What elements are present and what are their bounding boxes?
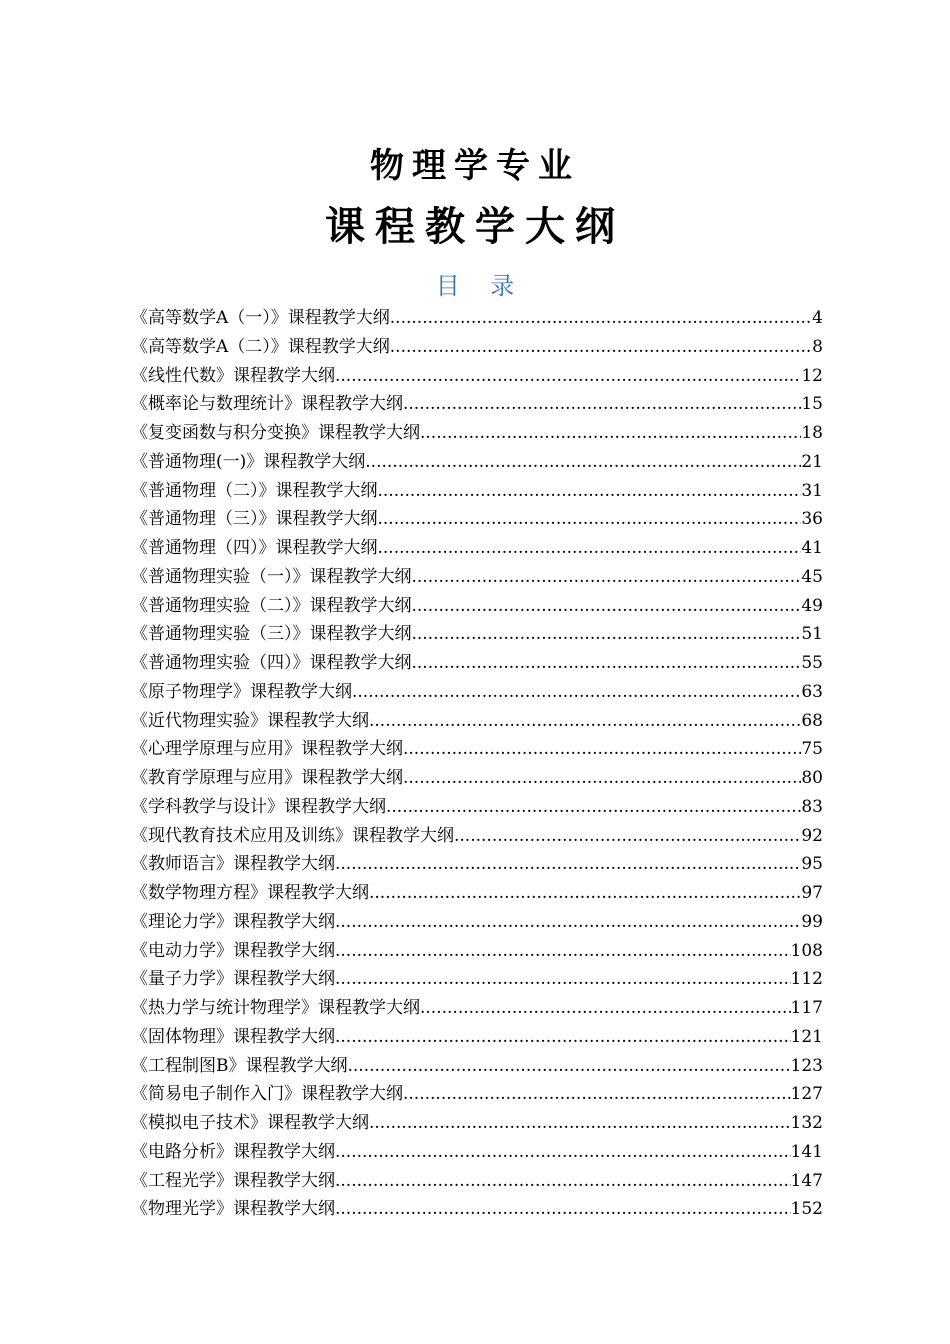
toc-dot-leader (454, 822, 801, 851)
toc-entry-page: 99 (801, 911, 823, 932)
toc-entry-title: 《普通物理(一)》课程教学大纲 (131, 451, 366, 472)
toc-dot-leader (386, 793, 801, 822)
toc-dot-leader (412, 563, 802, 592)
toc-entry-title: 《普通物理实验（四）》课程教学大纲 (131, 653, 412, 673)
toc-dot-leader (378, 534, 802, 563)
toc-entry-title: 《教师语言》课程教学大纲 (131, 854, 335, 875)
toc-entry[interactable] (131, 937, 823, 966)
toc-dot-leader (420, 419, 801, 448)
toc-entry[interactable] (131, 362, 823, 391)
toc-entry[interactable] (131, 908, 823, 937)
toc-dot-leader (335, 1195, 791, 1224)
toc-entry-title: 《电动力学》课程教学大纲 (131, 940, 335, 961)
toc-dot-leader (335, 908, 801, 937)
toc-entry-title: 《教育学原理与应用》课程教学大纲 (131, 768, 403, 788)
toc-entry[interactable] (131, 1080, 823, 1109)
toc-dot-leader (403, 1080, 791, 1109)
table-of-contents (131, 304, 823, 1224)
toc-dot-leader (335, 850, 801, 879)
toc-entry-page: 92 (801, 825, 823, 846)
toc-entry-page: 141 (790, 1141, 823, 1162)
toc-dot-leader (335, 1023, 791, 1052)
toc-entry-title: 《普通物理实验（二）》课程教学大纲 (131, 595, 412, 616)
toc-heading: 目 录 (435, 272, 515, 300)
toc-dot-leader (378, 477, 802, 506)
toc-entry[interactable] (131, 390, 823, 419)
toc-entry-title: 《原子物理学》课程教学大纲 (131, 681, 352, 702)
toc-entry-page: 95 (801, 854, 823, 875)
document-title-line2: 课程教学大纲 (325, 203, 625, 250)
toc-entry-title: 《工程光学》课程教学大纲 (131, 1170, 335, 1191)
toc-entry-title: 《物理光学》课程教学大纲 (131, 1199, 335, 1220)
toc-entry-title: 《热力学与统计物理学》课程教学大纲 (131, 998, 420, 1018)
toc-entry-title: 《现代教育技术应用及训练》课程教学大纲 (131, 825, 454, 846)
toc-entry[interactable] (131, 620, 823, 649)
toc-dot-leader (403, 390, 801, 419)
toc-entry[interactable] (131, 1052, 823, 1081)
toc-entry[interactable] (131, 735, 823, 764)
toc-entry-page: 75 (801, 739, 823, 760)
toc-entry[interactable] (131, 563, 823, 592)
toc-dot-leader (335, 1138, 791, 1167)
toc-dot-leader (412, 649, 802, 678)
toc-entry-page: 18 (801, 423, 823, 443)
toc-entry-page: 45 (801, 566, 823, 587)
toc-entry-title: 《电路分析》课程教学大纲 (131, 1141, 335, 1162)
toc-entry[interactable] (131, 822, 823, 851)
toc-entry[interactable] (131, 965, 823, 994)
toc-entry[interactable] (131, 419, 823, 448)
toc-entry-title: 《简易电子制作入门》课程教学大纲 (131, 1084, 403, 1105)
toc-entry-page: 41 (801, 538, 823, 558)
toc-entry[interactable] (131, 1138, 823, 1167)
toc-entry-page: 112 (790, 969, 823, 990)
toc-entry-page: 97 (801, 883, 823, 903)
toc-entry[interactable] (131, 879, 823, 908)
toc-entry[interactable] (131, 592, 823, 621)
toc-entry-page: 80 (801, 768, 823, 788)
toc-dot-leader (378, 505, 802, 534)
toc-dot-leader (352, 678, 801, 707)
toc-entry-page: 83 (801, 796, 823, 817)
toc-entry-page: 15 (801, 394, 823, 415)
toc-entry-page: 49 (801, 595, 823, 616)
toc-dot-leader (420, 994, 791, 1023)
toc-entry[interactable] (131, 1195, 823, 1224)
toc-entry[interactable] (131, 850, 823, 879)
toc-entry[interactable] (131, 1109, 823, 1138)
toc-entry-page: 127 (790, 1084, 823, 1105)
toc-entry-page: 55 (801, 653, 823, 673)
toc-entry-page: 51 (801, 624, 823, 645)
toc-entry[interactable] (131, 764, 823, 793)
toc-dot-leader (390, 304, 812, 333)
toc-entry[interactable] (131, 1023, 823, 1052)
toc-entry-page: 152 (790, 1199, 823, 1220)
toc-entry-title: 《固体物理》课程教学大纲 (131, 1026, 335, 1047)
toc-dot-leader (365, 448, 801, 477)
toc-entry-title: 《线性代数》课程教学大纲 (131, 365, 335, 386)
toc-entry[interactable] (131, 649, 823, 678)
toc-entry-page: 132 (790, 1113, 823, 1133)
toc-entry-page: 8 (812, 336, 823, 357)
toc-entry-title: 《复变函数与积分变换》课程教学大纲 (131, 423, 420, 443)
toc-dot-leader (412, 620, 802, 649)
toc-entry-title: 《数学物理方程》课程教学大纲 (131, 883, 369, 903)
toc-entry-title: 《工程制图B》课程教学大纲 (131, 1055, 348, 1076)
document-title-line1: 物理学专业 (370, 146, 580, 186)
toc-entry-page: 117 (790, 998, 823, 1018)
toc-entry-page: 21 (801, 451, 823, 472)
toc-entry[interactable] (131, 505, 823, 534)
toc-entry-page: 123 (790, 1055, 823, 1076)
toc-entry-page: 12 (801, 365, 823, 386)
toc-entry-title: 《概率论与数理统计》课程教学大纲 (131, 394, 403, 415)
toc-dot-leader (335, 362, 801, 391)
toc-entry-title: 《高等数学A（一）》课程教学大纲 (131, 308, 390, 328)
toc-dot-leader (369, 707, 801, 736)
toc-entry-title: 《普通物理实验（一）》课程教学大纲 (131, 566, 412, 587)
toc-entry-title: 《理论力学》课程教学大纲 (131, 911, 335, 932)
toc-entry-page: 121 (790, 1026, 823, 1047)
toc-dot-leader (403, 764, 801, 793)
toc-entry[interactable] (131, 304, 823, 333)
toc-entry-title: 《心理学原理与应用》课程教学大纲 (131, 739, 403, 760)
toc-dot-leader (348, 1052, 791, 1081)
toc-entry[interactable] (131, 994, 823, 1023)
toc-dot-leader (390, 333, 812, 362)
toc-entry-title: 《普通物理实验（三）》课程教学大纲 (131, 624, 412, 645)
toc-entry-title: 《普通物理（二）》课程教学大纲 (131, 480, 378, 501)
toc-dot-leader (335, 937, 791, 966)
toc-dot-leader (335, 965, 791, 994)
toc-entry-page: 63 (801, 681, 823, 702)
toc-entry-page: 147 (790, 1170, 823, 1191)
toc-entry[interactable] (131, 1167, 823, 1196)
toc-entry-page: 68 (801, 710, 823, 731)
toc-entry[interactable] (131, 793, 823, 822)
toc-entry[interactable] (131, 534, 823, 563)
toc-entry-title: 《学科教学与设计》课程教学大纲 (131, 796, 386, 817)
toc-entry[interactable] (131, 448, 823, 477)
toc-entry[interactable] (131, 707, 823, 736)
toc-entry-page: 4 (812, 308, 823, 328)
toc-entry[interactable] (131, 678, 823, 707)
toc-entry-page: 36 (801, 509, 823, 530)
toc-entry-page: 31 (801, 480, 823, 501)
toc-entry-title: 《高等数学A（二）》课程教学大纲 (131, 336, 390, 357)
toc-entry[interactable] (131, 333, 823, 362)
toc-dot-leader (335, 1167, 791, 1196)
toc-entry-title: 《近代物理实验》课程教学大纲 (131, 710, 369, 731)
toc-entry[interactable] (131, 477, 823, 506)
toc-entry-title: 《模拟电子技术》课程教学大纲 (131, 1113, 369, 1133)
toc-dot-leader (412, 592, 802, 621)
toc-entry-title: 《普通物理（三）》课程教学大纲 (131, 509, 378, 530)
toc-entry-title: 《普通物理（四）》课程教学大纲 (131, 538, 378, 558)
toc-entry-page: 108 (790, 940, 823, 961)
toc-dot-leader (369, 879, 801, 908)
toc-dot-leader (369, 1109, 791, 1138)
toc-dot-leader (403, 735, 801, 764)
toc-entry-title: 《量子力学》课程教学大纲 (131, 969, 335, 990)
